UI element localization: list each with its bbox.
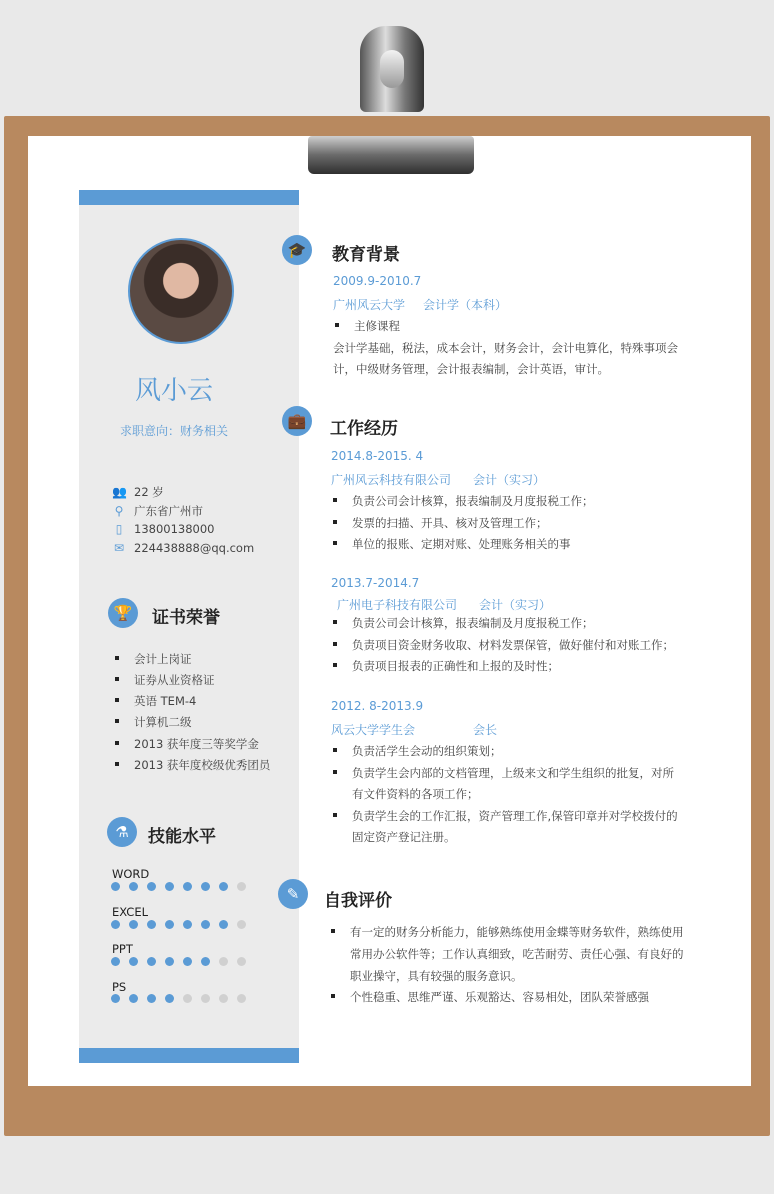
trophy-icon: 🏆 <box>108 598 138 628</box>
skill-dots <box>111 994 246 1003</box>
cert-item: 2013 获年度三等奖学金 <box>134 737 259 751</box>
clip-base <box>308 136 474 174</box>
skill-dot-filled <box>165 957 174 966</box>
cert-item: 计算机二级 <box>134 715 192 729</box>
job-duty: 负责活学生会动的组织策划； <box>352 744 502 758</box>
course-line: 计，中级财务管理，会计报表编制，会计英语，审计。 <box>333 362 609 376</box>
skill-dot-filled <box>183 882 192 891</box>
cert-item: 会计上岗证 <box>134 652 192 666</box>
education-major: 会计学（本科） <box>423 298 508 312</box>
skill-name: WORD <box>112 867 150 881</box>
cert-item: 2013 获年度校级优秀团员 <box>134 758 271 772</box>
skill-dot-filled <box>147 957 156 966</box>
job-company: 风云大学学生会 <box>331 723 416 737</box>
sidebar-bottom-bar <box>79 1048 299 1063</box>
age-text: 22 岁 <box>134 485 164 499</box>
self-eval-item: 有一定的财务分析能力，能够熟练使用金蝶等财务软件，熟练使用 <box>350 925 684 939</box>
email-text: 224438888@qq.com <box>134 541 255 555</box>
job-role: 会计（实习） <box>479 598 552 612</box>
skills-title: 技能水平 <box>148 827 216 847</box>
skill-dot-filled <box>183 957 192 966</box>
skill-dot-filled <box>147 882 156 891</box>
skill-dot-filled <box>165 920 174 929</box>
skill-dot-empty <box>237 882 246 891</box>
skill-dot-filled <box>111 994 120 1003</box>
job-duty-cont: 固定资产登记注册。 <box>352 830 456 844</box>
candidate-name: 风小云 <box>134 376 213 406</box>
job-duty: 负责公司会计核算，报表编制及月度报税工作； <box>352 494 594 508</box>
job-duty: 负责学生会的工作汇报，资产管理工作,保管印章并对学校拨付的 <box>352 809 678 823</box>
skill-dot-filled <box>165 882 174 891</box>
job-intent: 求职意向：财务相关 <box>119 424 228 438</box>
info-email <box>112 541 254 555</box>
skill-dot-filled <box>129 920 138 929</box>
location-text: 广东省广州市 <box>134 504 203 518</box>
flask-icon: ⚗ <box>107 817 137 847</box>
job-duty-cont: 有文件资料的各项工作； <box>352 787 479 801</box>
skill-dot-filled <box>147 920 156 929</box>
job-duty: 负责公司会计核算，报表编制及月度报税工作； <box>352 616 594 630</box>
skill-name: PPT <box>112 942 133 956</box>
job-duty: 发票的扫描、开具、核对及管理工作； <box>352 516 548 530</box>
job-date: 2013.7-2014.7 <box>331 576 420 590</box>
skill-dot-filled <box>219 882 228 891</box>
skill-dot-empty <box>237 994 246 1003</box>
cert-item: 英语 TEM-4 <box>134 694 197 708</box>
user-icon: 👥 <box>112 485 127 499</box>
job-role: 会长 <box>473 723 498 737</box>
skill-dot-empty <box>183 994 192 1003</box>
job-duty: 负责学生会内部的文档管理，上级来文和学生组织的批复，对所 <box>352 766 674 780</box>
skill-dot-empty <box>219 957 228 966</box>
briefcase-icon: 💼 <box>282 406 312 436</box>
skill-dots <box>111 920 246 929</box>
job-company: 广州风云科技有限公司 <box>331 473 452 487</box>
job-duty: 单位的报账、定期对账、处理账务相关的事 <box>352 537 571 551</box>
education-date: 2009.9-2010.7 <box>333 274 422 288</box>
skill-dot-filled <box>111 920 120 929</box>
skill-dot-empty <box>219 994 228 1003</box>
skill-dot-filled <box>183 920 192 929</box>
location-icon: ⚲ <box>114 504 124 518</box>
skill-dot-empty <box>237 920 246 929</box>
skill-dot-empty <box>201 994 210 1003</box>
pencil-icon: ✎ <box>278 879 308 909</box>
education-school: 广州风云大学 <box>333 298 406 312</box>
skill-dot-filled <box>129 994 138 1003</box>
skill-dot-filled <box>111 882 120 891</box>
skill-dot-filled <box>219 920 228 929</box>
phone-text: 13800138000 <box>134 522 215 536</box>
info-age <box>112 484 164 500</box>
self-eval-cont: 职业操守，具有较强的服务意识。 <box>350 969 523 983</box>
education-title: 教育背景 <box>332 245 400 265</box>
phone-icon: ▯ <box>115 522 123 536</box>
skill-dot-empty <box>237 957 246 966</box>
job-date: 2014.8-2015. 4 <box>331 449 424 463</box>
skill-dot-filled <box>111 957 120 966</box>
clip-hole <box>380 50 404 88</box>
skill-dot-filled <box>129 957 138 966</box>
job-date: 2012. 8-2013.9 <box>331 699 424 713</box>
info-phone <box>112 522 214 536</box>
self-eval-item: 个性稳重、思维严谨、乐观豁达、容易相处，团队荣誉感强 <box>350 990 649 1004</box>
sidebar-top-bar <box>79 190 299 205</box>
skill-dots <box>111 882 246 891</box>
avatar <box>128 238 234 344</box>
course-label: 主修课程 <box>354 319 400 333</box>
email-icon: ✉ <box>113 541 125 555</box>
job-duty: 负责项目资金财务收取、材料发票保管，做好催付和对账工作； <box>352 638 674 652</box>
self-eval-cont: 常用办公软件等；工作认真细致，吃苦耐劳、责任心强、有良好的 <box>350 947 684 961</box>
skill-dot-filled <box>201 882 210 891</box>
course-line: 会计学基础，税法，成本会计，财务会计，会计电算化，特殊事项会 <box>333 341 678 355</box>
graduation-cap-icon: 🎓 <box>282 235 312 265</box>
skill-dots <box>111 957 246 966</box>
skill-dot-filled <box>201 920 210 929</box>
self-eval-title: 自我评价 <box>324 891 392 911</box>
skill-dot-filled <box>147 994 156 1003</box>
job-duty: 负责项目报表的正确性和上报的及时性； <box>352 659 559 673</box>
info-location <box>112 503 203 519</box>
skill-name: EXCEL <box>112 905 149 919</box>
certificates-title: 证书荣誉 <box>152 608 220 628</box>
skill-dot-filled <box>201 957 210 966</box>
skill-name: PS <box>112 980 127 994</box>
job-role: 会计（实习） <box>473 473 546 487</box>
job-company: 广州电子科技有限公司 <box>337 598 458 612</box>
skill-dot-filled <box>165 994 174 1003</box>
work-title: 工作经历 <box>330 419 398 439</box>
cert-item: 证券从业资格证 <box>134 673 215 687</box>
skill-dot-filled <box>129 882 138 891</box>
